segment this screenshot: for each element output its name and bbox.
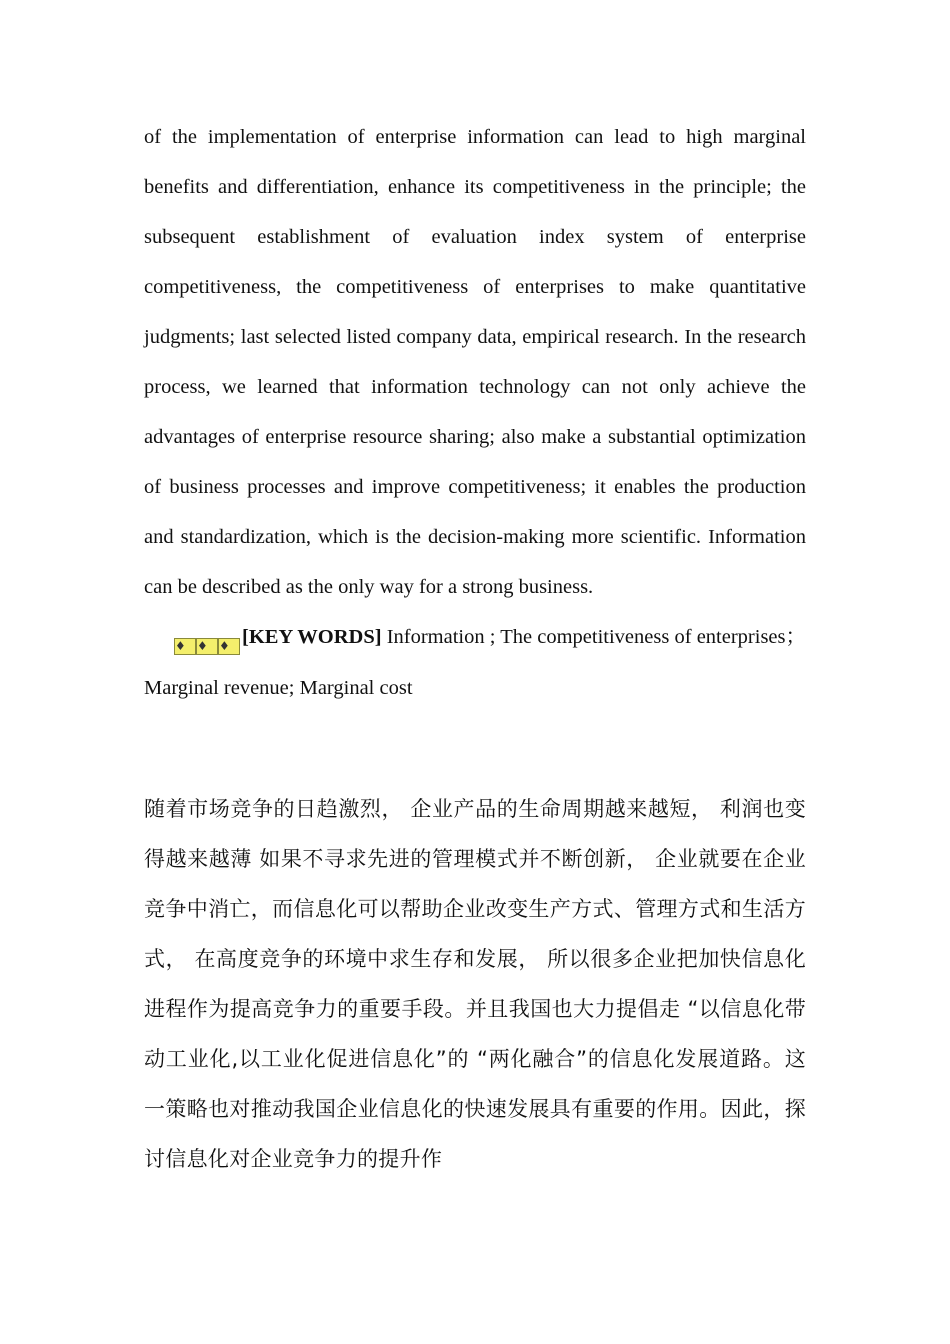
inline-object-icon: ♦ [218,638,240,655]
keywords-label: [KEY WORDS] [242,626,382,648]
inline-object-icons [174,619,240,669]
inline-object-icon: ♦ [196,638,218,655]
english-abstract [144,112,806,713]
body-paragraph: 随着市场竞争的日趋激烈， 企业产品的生命周期越来越短， 利润也变得越来越薄 如果不寻求先进的管理模式并不断创新， 企业就要在企业竞争中消亡，而信息化可以帮助企业改变生产方式、管理方式和生活方式， 在高度竞争的环境中求生存和发展， 所以很多企业把加快信息化进程作为提高竞争力的重要手段。并且我国也大力提倡走 “以信息化带动工业化,以工业化促进信息化”的 “两化融合”的信息化发展道路。这一策略也对推动我国企业信息化的快速发展具有重要的作用。因此，探讨信息化对企业竞争力的提升作 [144,797,806,1171]
chinese-body [144,784,806,1184]
keywords-line [144,612,806,713]
inline-object-icon: ♦ [174,638,196,655]
keywords-text: Information ; The competitiveness of enterprises；Marginal revenue; Marginal cost [144,626,806,700]
abstract-paragraph: of the implementation of enterprise information can lead to high marginal benefits and differentiation, enhance its competitiveness in the principle; the subsequent establishment of evaluation index system of enterprise competitiveness, the competitiveness of enterprises to make quantitative judgments; last selected listed company data, empirical research. In the research process, we learned that information technology can not only achieve the advantages of enterprise resource sharing; also make a substantial optimization of business processes and improve competitiveness; it enables the production and standardization, which is the decision-making more scientific. Information can be described as the only way for a strong business. [144,126,806,598]
